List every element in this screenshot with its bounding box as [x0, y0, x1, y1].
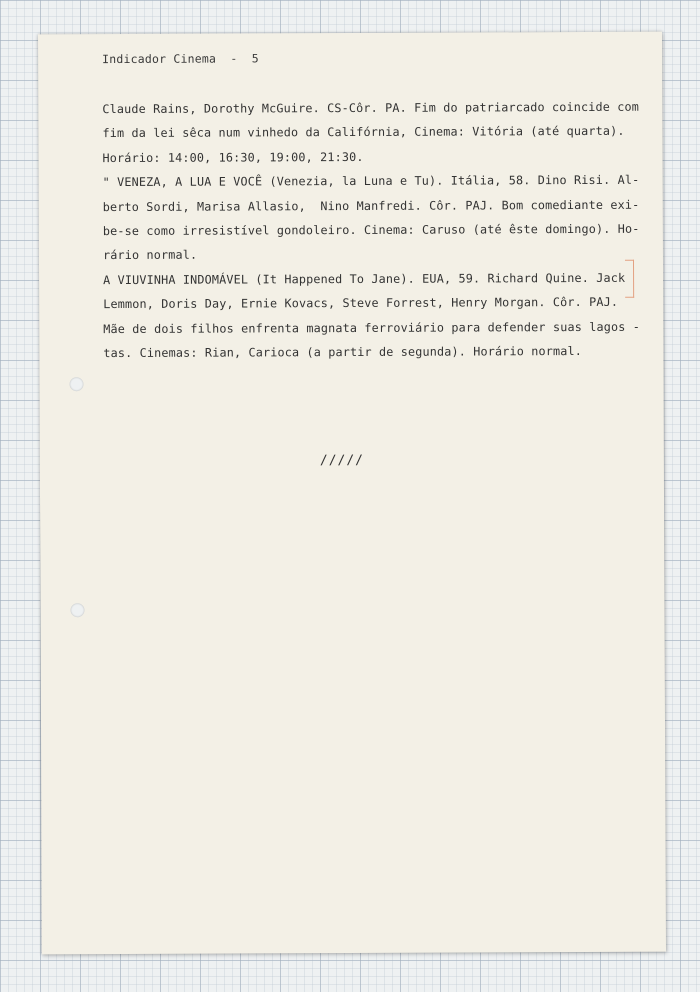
end-mark: ///// — [319, 452, 365, 469]
text-line: fim da lei sêca num vinhedo da Califórnia, Cinema: Vitória (até quarta). — [102, 124, 625, 141]
text-line: tas. Cinemas: Rian, Carioca (a partir de segunda). Horário normal. — [103, 344, 583, 361]
text-line: " VENEZA, A LUA E VOCÊ (Venezia, la Luna e Tu). Itália, 58. Dino Risi. Al- — [102, 172, 640, 190]
typed-text-block — [102, 95, 643, 366]
text-line: Horário: 14:00, 16:30, 19:00, 21:30. — [102, 149, 364, 165]
text-line: rário normal. — [102, 248, 198, 263]
punch-hole-bottom — [70, 603, 84, 617]
text-line: Claude Rains, Dorothy McGuire. CS-Côr. PA. Fim do patriarcado coincide com — [102, 99, 640, 117]
text-line: berto Sordi, Marisa Allasio, Nino Manfredi. Côr. PAJ. Bom comediante exi- — [102, 197, 640, 214]
text-line: Lemmon, Doris Day, Ernie Kovacs, Steve Forrest, Henry Morgan. Côr. PAJ. — [103, 295, 619, 312]
typed-page — [38, 32, 666, 955]
text-line: A VIUVINHA INDOMÁVEL (It Happened To Jane). EUA, 59. Richard Quine. Jack — [103, 270, 626, 287]
page-header: Indicador Cinema - 5 — [102, 51, 259, 67]
text-line: Mãe de dois filhos enfrenta magnata ferroviário para defender suas lagos - — [103, 319, 640, 336]
text-line: be-se como irresistível gondoleiro. Cinema: Caruso (até êste domingo). Ho- — [102, 221, 640, 239]
punch-hole-top — [69, 377, 83, 391]
